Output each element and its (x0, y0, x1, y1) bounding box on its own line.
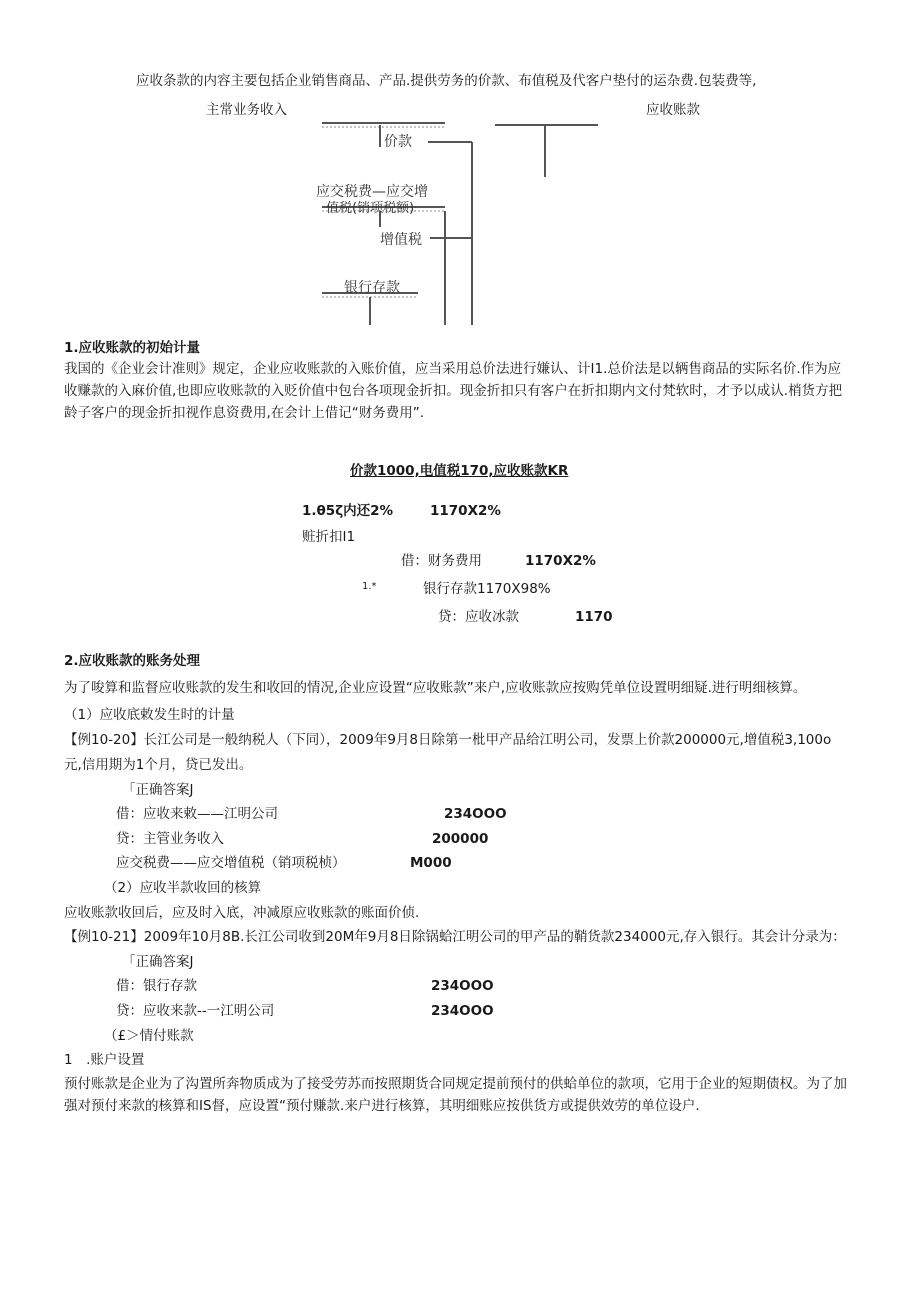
t-account-diagram (300, 115, 620, 335)
example-line6a: 贷：应收冰款 (438, 609, 519, 625)
entry2-label: 贷：主管业务收入 (116, 831, 224, 847)
example-10-20-line1: 【例10-20】长江公司是一般纳税人（下同），2009年9月8日除第一枇甲产品给江明公司，发票上价款200000元,增值税3,100o (64, 732, 832, 748)
entry3-amount: M000 (410, 855, 452, 871)
section2-paragraph: 为了唆算和监督应收账款的发生和收回的情况,企业应设置“应收账款”来户,应收账款应按购凭单位设置明细疑.进行明细核算。 (64, 680, 807, 696)
answer-label-2: 「正确答案J (122, 954, 194, 970)
diagram-label-tax-line1: 应交税费—应交增 (316, 184, 428, 200)
answer-label-1: 「正确答案J (122, 782, 194, 798)
diagram-label-price: 价款 (384, 134, 412, 150)
example-10-21: 【例10-21】2009年10月8B.长江公司收到20M年9月8日除锅蛤江明公司的甲产品的鞘货款234000元,存入银行。其会计分录为： (64, 929, 846, 945)
section1-heading: 1.应收账款的初始计量 (64, 340, 201, 356)
account-label-main-revenue: 主常业务收入 (206, 102, 287, 118)
example-line4b: 1170X2% (525, 553, 596, 569)
diagram-label-bank: 银行存款 (344, 280, 400, 296)
example-10-20-line2: 元,信用期为1个月，贷已发出。 (64, 757, 253, 773)
diagram-label-tax-line2: 值税(销项税额) (326, 201, 415, 216)
entry1-amount: 234OOO (444, 806, 507, 822)
entry5-amount: 234OOO (431, 1003, 494, 1019)
diagram-label-vat: 增值税 (380, 232, 422, 248)
t-account-lines (300, 115, 620, 335)
section3-sub1: 1 .账户设置 (64, 1052, 145, 1068)
example-line6b: 1170 (575, 609, 613, 625)
entry4-label: 借：银行存款 (116, 978, 197, 994)
section2-sub1: （1）应收底敕发生时的计量 (64, 707, 235, 723)
section2-paragraph2: 应收账款收回后，应及时入底，冲减原应收账款的账面价侦. (64, 905, 420, 921)
entry2-amount: 200000 (432, 831, 489, 847)
section3-paragraph: 预付账款是企业为了沟置所奔物质成为了接受劳苏而按照期货合同规定提前预付的供蛤单位的款项，它用于企业的短期债权。为了加强对预付来款的核算和IS督，应设置“预付赚款.来户进行核算，其明细账应按供货方或提供效劳的单位设户. (64, 1076, 847, 1114)
section2-sub2: （2）应收半款收回的核算 (104, 880, 262, 896)
example-line5b: 银行存款1170X98% (423, 581, 551, 597)
entry5-label: 贷：应收来款--一江明公司 (116, 1003, 275, 1019)
example-line2b: 1170X2% (430, 503, 501, 519)
section1-paragraph: 我国的《企业会计准则》规定，企业应收账款的入账价值，应当采用总价法进行嫌认、计I1.总价法是以辆售商品的实际名价.作为应收赚款的入麻价值,也即应收账款的入贬价值中包台各项现金折扣。现金折扣只有客户在折扣期内文付梵软时，才予以成认.梢货方把龄子客户的现金折扣视作息资费用,在会计上借记“财务费用”. (64, 361, 843, 421)
intro-text: 应收条款的内容主要包括企业销售商品、产品.提供劳务的价款、布值税及代客户垫付的运杂费.包装费等, (136, 73, 757, 89)
section2-heading: 2.应收账款的账务处理 (64, 653, 201, 669)
example-line3: 赃折扣I1 (302, 529, 356, 545)
entry3-label: 应交税费——应交增值税（销项税桢） (116, 855, 346, 871)
section3-heading: （£＞情付账款 (104, 1028, 194, 1044)
entry1-label: 借：应收来敕——江明公司 (116, 806, 278, 822)
account-label-receivable: 应收账款 (646, 102, 700, 118)
example-line4a: 借：财务费用 (401, 553, 482, 569)
example-line1: 价款1000,电值税170,应收账款KR (350, 463, 569, 479)
example-line5a: 1.* (362, 581, 377, 592)
example-line2a: 1.θ5ζ内还2% (302, 503, 394, 519)
entry4-amount: 234OOO (431, 978, 494, 994)
